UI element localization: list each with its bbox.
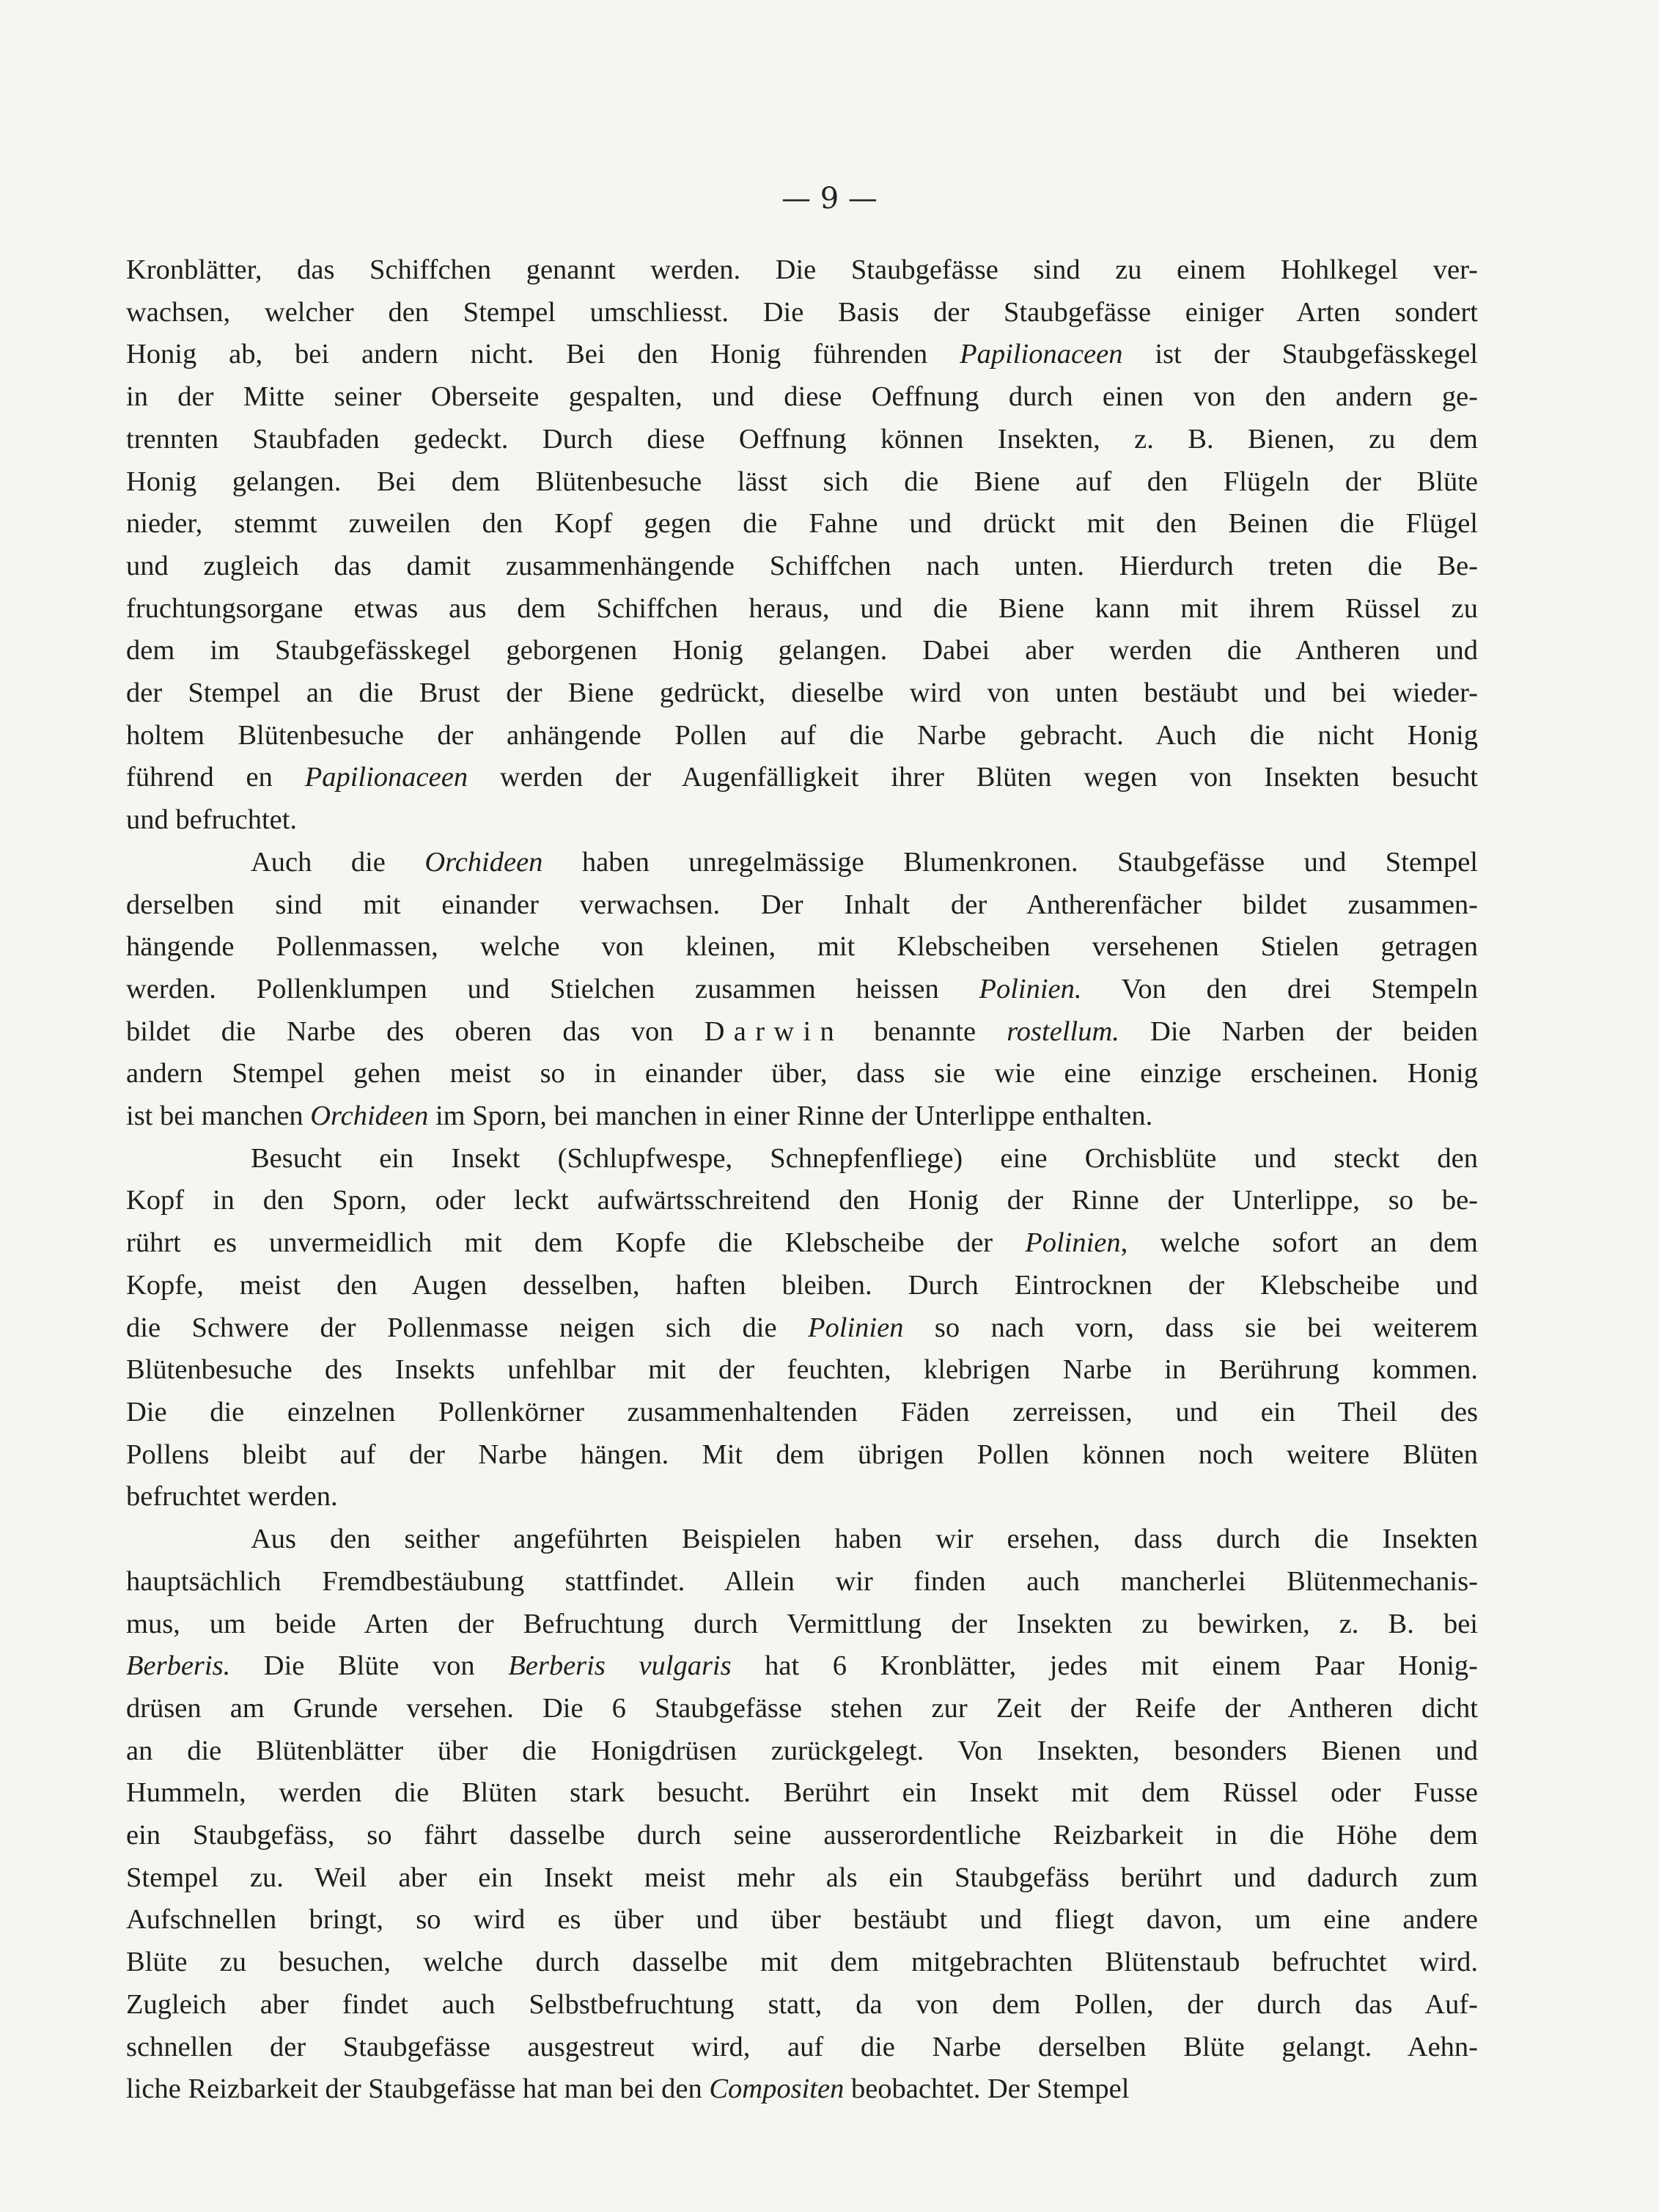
text-run: hängende Pollenmassen, welche von kleinen, mit Klebscheiben versehenen Stielen getragen: [126, 931, 1478, 963]
text-run: Hummeln, werden die Blüten stark besucht. Berührt ein Insekt mit dem Rüssel oder Fusse: [126, 1777, 1478, 1809]
spaced-name: Darwin: [704, 1015, 844, 1047]
text-line: [126, 1138, 1478, 1180]
italic-term: Orchideen: [310, 1101, 429, 1132]
text-run: werden. Pollenklumpen und Stielchen zusammen heissen: [126, 973, 979, 1004]
text-line: [126, 1053, 1478, 1095]
text-run: Die Blüte von: [230, 1650, 509, 1682]
paragraph: [126, 1138, 1478, 1518]
text-run: benannte: [843, 1015, 1007, 1047]
paragraph: [126, 842, 1478, 1138]
text-run: Zugleich aber findet auch Selbstbefruchtung statt, da von dem Pollen, der durch das Auf-: [126, 1988, 1478, 2020]
text-line: [126, 419, 1478, 461]
text-run: Honig gelangen. Bei dem Blütenbesuche lässt sich die Biene auf den Flügeln der Blüte: [126, 466, 1478, 497]
text-run: und zugleich das damit zusammenhängende Schiffchen nach unten. Hierdurch treten die Be-: [126, 550, 1478, 581]
text-line: [126, 376, 1478, 419]
text-line: [126, 1349, 1478, 1392]
text-run: in der Mitte seiner Oberseite gespalten, und diese Oeffnung durch einen von den andern ge-: [126, 381, 1478, 413]
text-run: schnellen der Staubgefässe ausgestreut wird, auf die Narbe derselben Blüte gelangt. Aehn-: [126, 2031, 1478, 2062]
text-line: [126, 1011, 1478, 1054]
text-run: beobachtet. Der Stempel: [844, 2073, 1130, 2105]
text-run: Aus den seither angeführten Beispielen haben wir ersehen, dass durch die Insekten: [251, 1524, 1478, 1555]
text-run: so nach vorn, dass sie bei weiterem: [903, 1312, 1478, 1343]
text-run: Blüte zu besuchen, welche durch dasselbe mit dem mitgebrachten Blütenstaub befruchtet wird.: [126, 1947, 1478, 1978]
paragraph: [126, 249, 1478, 842]
text-run: ist bei manchen: [126, 1101, 311, 1132]
text-line: [126, 1899, 1478, 1941]
italic-term: Berberis vulgaris: [508, 1650, 732, 1682]
text-run: Von den drei Stempeln: [1081, 973, 1478, 1004]
italic-term: Papilionaceen: [960, 339, 1123, 370]
page-number: — 9 —: [781, 182, 878, 216]
text-line: [126, 1518, 1478, 1561]
text-run: trennten Staubfaden gedeckt. Durch diese Oeffnung können Insekten, z. B. Bienen, zu dem: [126, 423, 1478, 455]
text-line: [126, 1095, 1478, 1138]
text-line: [126, 249, 1478, 292]
text-line: [126, 461, 1478, 504]
text-run: Kronblätter, das Schiffchen genannt werden. Die Staubgefässe sind zu einem Hohlkegel ver-: [126, 254, 1478, 285]
text-run: hat 6 Kronblätter, jedes mit einem Paar Honig-: [731, 1650, 1478, 1682]
text-run: ist der Staubgefässkegel: [1122, 339, 1478, 370]
text-line: [126, 588, 1478, 631]
text-run: haben unregelmässige Blumenkronen. Staubgefässe und Stempel: [542, 846, 1478, 878]
text-line: [126, 799, 1478, 842]
text-line: [126, 672, 1478, 715]
text-line: [126, 1857, 1478, 1900]
text-line: [126, 2068, 1478, 2111]
text-line: [126, 969, 1478, 1011]
text-line: [126, 1180, 1478, 1222]
italic-term: Papilionaceen: [304, 762, 468, 793]
text-line: [126, 1984, 1478, 2027]
text-line: [126, 1434, 1478, 1477]
text-run: rührt es unvermeidlich mit dem Kopfe die Klebscheibe der: [126, 1227, 1026, 1259]
text-line: [126, 884, 1478, 927]
text-line: [126, 1772, 1478, 1815]
text-run: Aufschnellen bringt, so wird es über und über bestäubt und fliegt davon, um eine andere: [126, 1904, 1478, 1936]
text-run: Auch die: [251, 846, 425, 878]
text-run: an die Blütenblätter über die Honigdrüsen zurückgelegt. Von Insekten, besonders Bienen und: [126, 1735, 1478, 1766]
text-line: [126, 1603, 1478, 1646]
text-line: [126, 715, 1478, 757]
text-line: [126, 1730, 1478, 1773]
text-line: [126, 503, 1478, 545]
text-run: hauptsächlich Fremdbestäubung stattfindet. Allein wir finden auch mancherlei Blütenmechanis-: [126, 1565, 1478, 1597]
text-run: mus, um beide Arten der Befruchtung durch Vermittlung der Insekten zu bewirken, z. B. bei: [126, 1608, 1478, 1639]
italic-term: Polinien.: [979, 973, 1082, 1004]
text-run: Kopfe, meist den Augen desselben, haften bleiben. Durch Eintrocknen der Klebscheibe und: [126, 1269, 1478, 1301]
text-run: die Schwere der Pollenmasse neigen sich die: [126, 1312, 808, 1343]
text-run: derselben sind mit einander verwachsen. Der Inhalt der Antherenfächer bildet zusammen-: [126, 889, 1478, 920]
text-run: nieder, stemmt zuweilen den Kopf gegen die Fahne und drückt mit den Beinen die Flügel: [126, 508, 1478, 540]
text-run: der Stempel an die Brust der Biene gedrückt, dieselbe wird von unten bestäubt und bei wieder-: [126, 677, 1478, 709]
text-run: Honig ab, bei andern nicht. Bei den Honig führenden: [126, 339, 960, 370]
text-line: [126, 292, 1478, 334]
italic-term: Berberis.: [126, 1650, 231, 1682]
text-line: [126, 1307, 1478, 1350]
text-run: Besucht ein Insekt (Schlupfwespe, Schnepfenfliege) eine Orchisblüte und steckt den: [251, 1142, 1478, 1174]
text-run: Kopf in den Sporn, oder leckt aufwärtsschreitend den Honig der Rinne der Unterlippe, so be-: [126, 1185, 1478, 1216]
text-run: führend en: [126, 762, 305, 793]
text-run: Stempel zu. Weil aber ein Insekt meist mehr als ein Staubgefäss berührt und dadurch zum: [126, 1862, 1478, 1893]
text-run: andern Stempel gehen meist so in einander über, dass sie wie eine einzige erscheinen. Honig: [126, 1058, 1478, 1090]
text-line: [126, 1561, 1478, 1603]
text-line: [126, 334, 1478, 376]
text-line: [126, 1941, 1478, 1984]
text-run: holtem Blütenbesuche der anhängende Pollen auf die Narbe gebracht. Auch die nicht Honig: [126, 719, 1478, 751]
text-run: und befruchtet.: [126, 804, 298, 836]
text-run: Die die einzelnen Pollenkörner zusammenhaltenden Fäden zerreissen, und ein Theil des: [126, 1396, 1478, 1427]
text-run: befruchtet werden.: [126, 1481, 338, 1513]
text-run: wachsen, welcher den Stempel umschliesst. Die Basis der Staubgefässe einiger Arten sondert: [126, 296, 1478, 328]
text-line: [126, 1688, 1478, 1730]
italic-term: Orchideen: [424, 846, 543, 878]
text-run: Blütenbesuche des Insekts unfehlbar mit der feuchten, klebrigen Narbe in Berührung kommen.: [126, 1354, 1478, 1386]
body-text: [126, 249, 1478, 2111]
text-run: , welche sofort an dem: [1120, 1227, 1478, 1259]
text-run: werden der Augenfälligkeit ihrer Blüten wegen von Insekten besucht: [468, 762, 1478, 793]
text-run: Die Narben der beiden: [1119, 1015, 1479, 1047]
paragraph: [126, 1518, 1478, 2111]
text-line: [126, 1476, 1478, 1518]
text-line: [126, 545, 1478, 588]
text-line: [126, 1815, 1478, 1857]
text-run: fruchtungsorgane etwas aus dem Schiffchen heraus, und die Biene kann mit ihrem Rüssel zu: [126, 592, 1478, 624]
text-line: [126, 1392, 1478, 1434]
text-line: [126, 842, 1478, 884]
italic-term: Polinien: [1025, 1227, 1121, 1259]
text-run: ein Staubgefäss, so fährt dasselbe durch seine ausserordentliche Reizbarkeit in die Höhe dem: [126, 1820, 1478, 1851]
text-run: dem im Staubgefässkegel geborgenen Honig gelangen. Dabei aber werden die Antheren und: [126, 635, 1478, 666]
text-run: drüsen am Grunde versehen. Die 6 Staubgefässe stehen zur Zeit der Reife der Antheren dicht: [126, 1692, 1478, 1724]
text-run: im Sporn, bei manchen in einer Rinne der Unterlippe enthalten.: [428, 1101, 1153, 1132]
text-line: [126, 757, 1478, 799]
italic-term: Polinien: [808, 1312, 904, 1343]
text-line: [126, 1222, 1478, 1265]
italic-term: Compositen: [709, 2073, 845, 2105]
italic-term: rostellum.: [1007, 1015, 1119, 1047]
text-line: [126, 1265, 1478, 1307]
text-run: Pollens bleibt auf der Narbe hängen. Mit dem übrigen Pollen können noch weitere Blüten: [126, 1438, 1478, 1470]
text-run: bildet die Narbe des oberen das von: [126, 1015, 705, 1047]
text-line: [126, 630, 1478, 672]
text-line: [126, 1645, 1478, 1688]
text-line: [126, 926, 1478, 969]
text-line: [126, 2027, 1478, 2069]
text-run: liche Reizbarkeit der Staubgefässe hat man bei den: [126, 2073, 710, 2105]
